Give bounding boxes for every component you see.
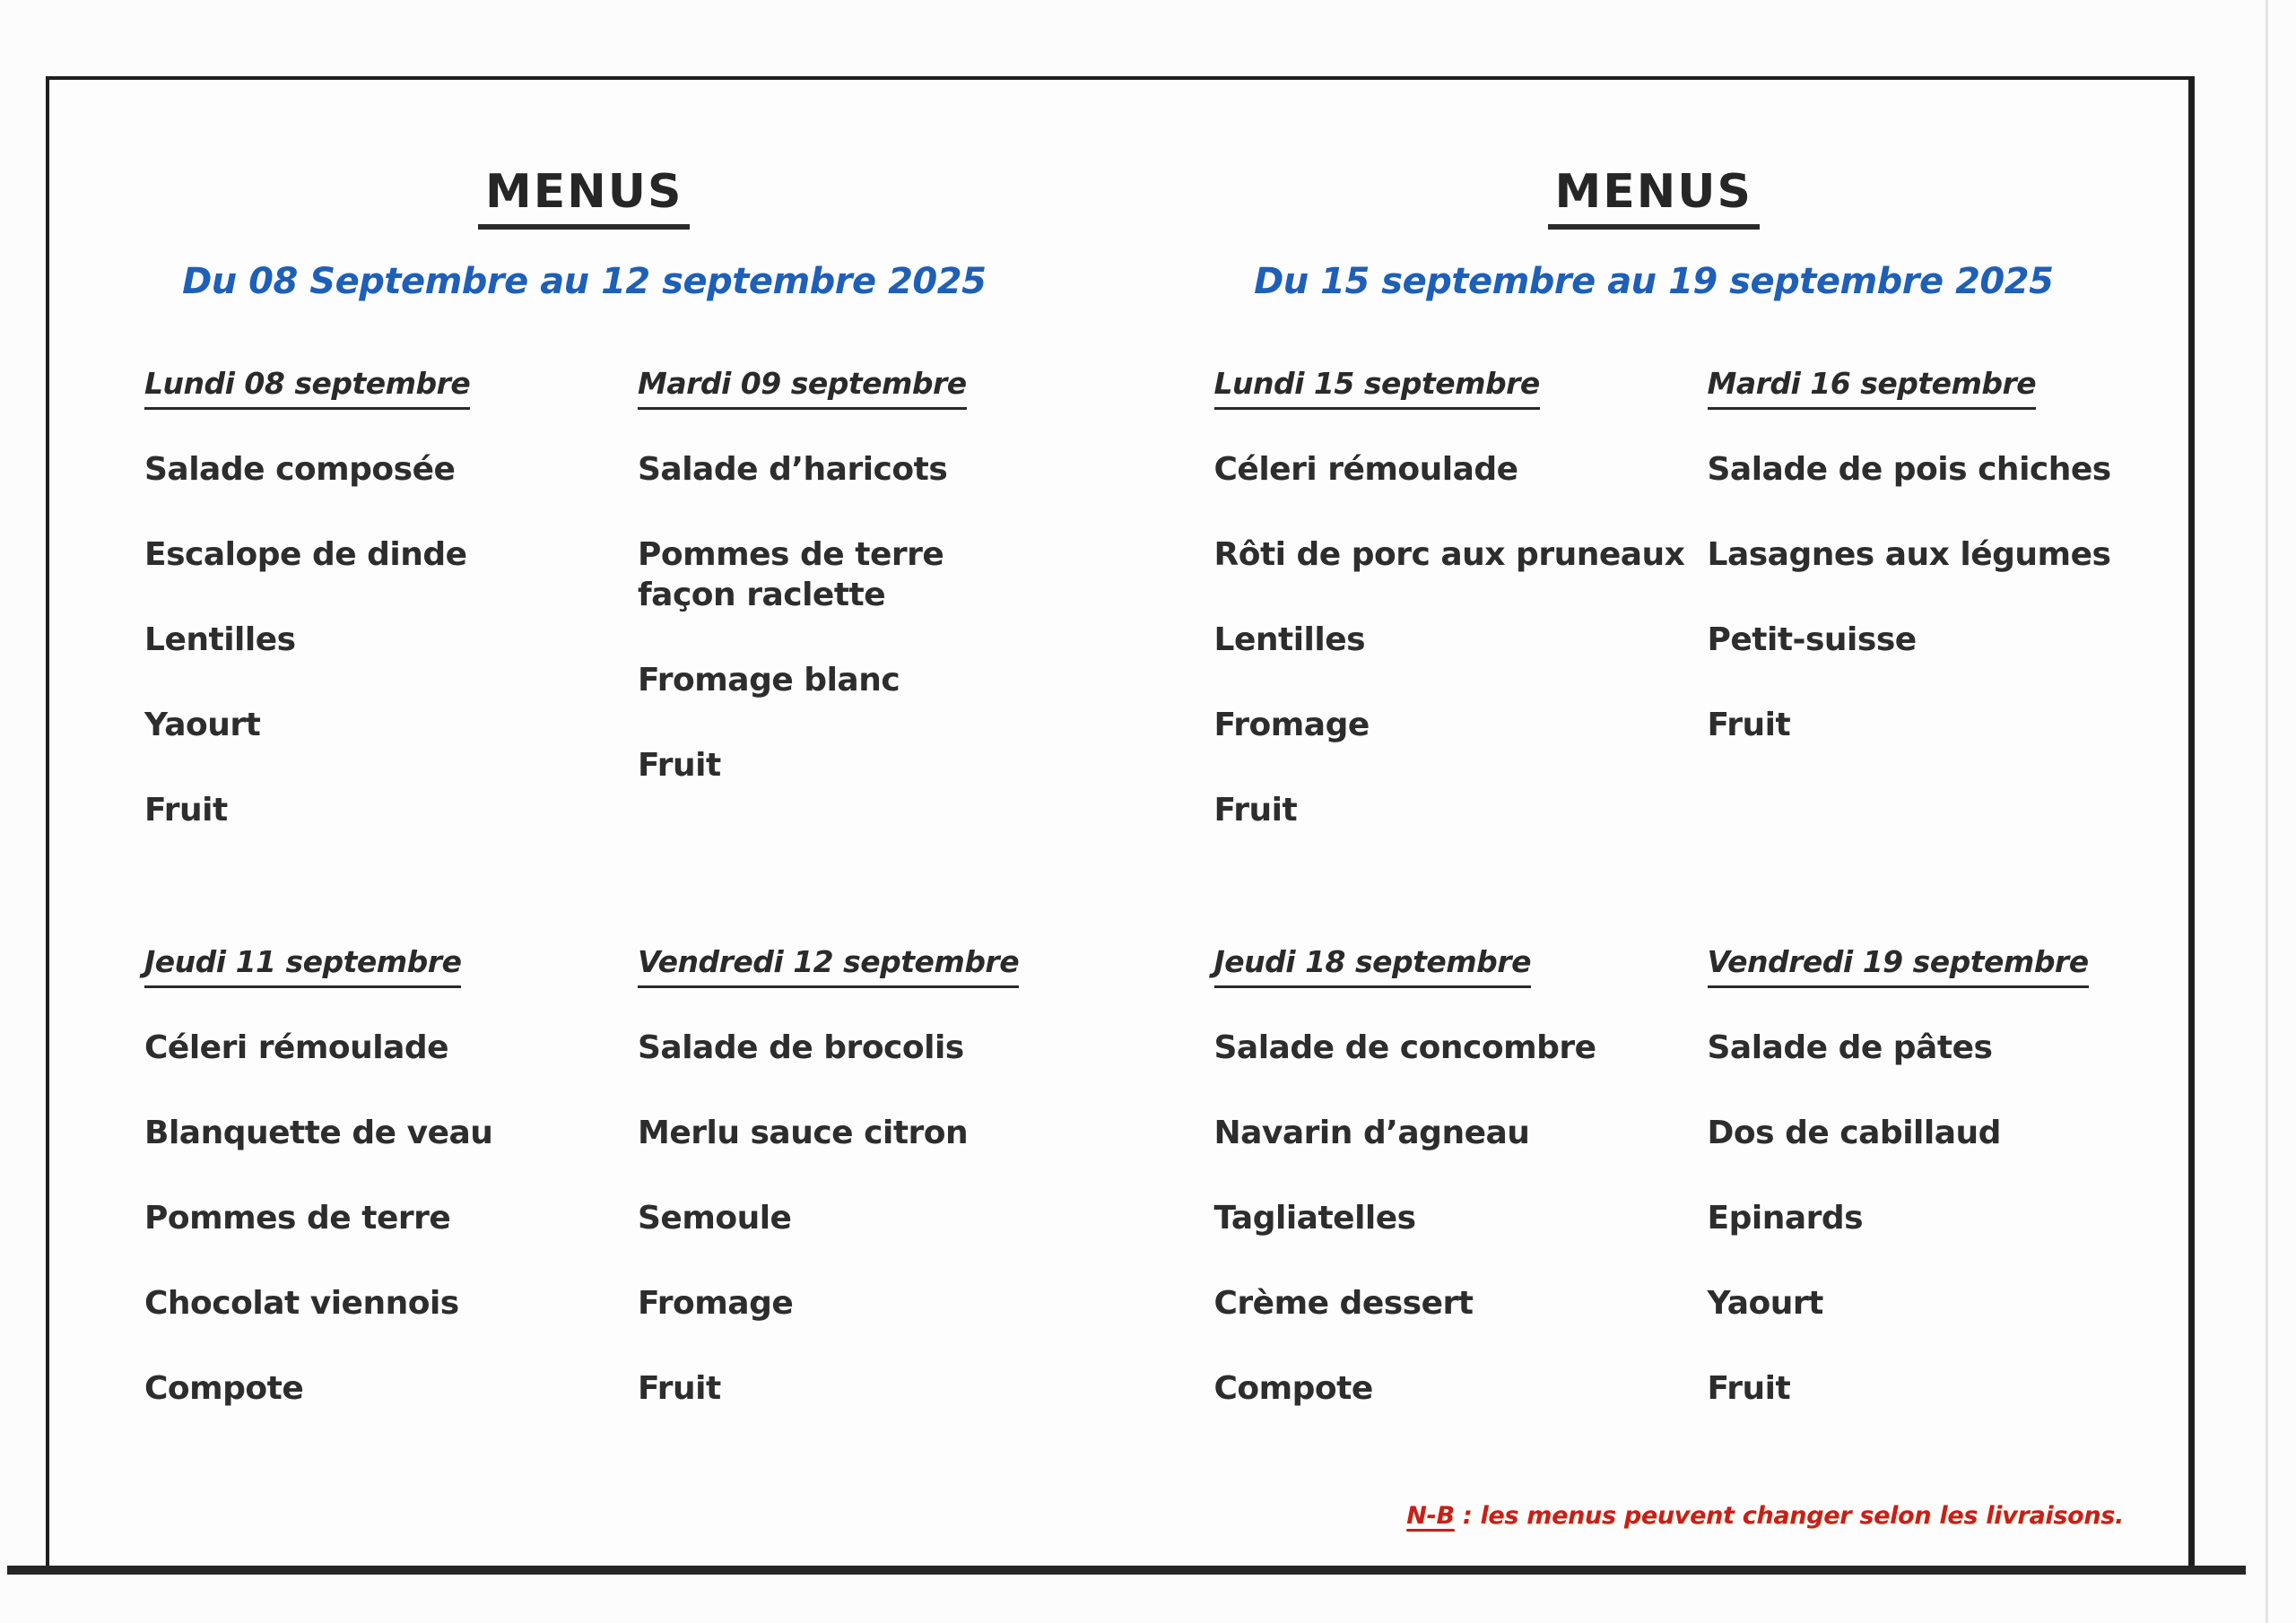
dish: Compote	[144, 1370, 304, 1408]
dish: Rôti de porc aux pruneaux	[1213, 536, 1685, 574]
dish: Tagliatelles	[1213, 1200, 1416, 1237]
dish: Fruit	[1213, 792, 1298, 829]
dish: Yaourt	[144, 707, 261, 744]
dish: Semoule	[638, 1200, 792, 1237]
dish: Céleri rémoulade	[1213, 451, 1518, 489]
dish: Fruit	[638, 747, 721, 785]
delivery-note	[1406, 1502, 2124, 1530]
dish: Blanquette de veau	[144, 1115, 493, 1152]
dish: Crème dessert	[1213, 1285, 1474, 1323]
day-header-mardi-09: Mardi 09 septembre	[638, 366, 967, 411]
day-header-jeudi-18: Jeudi 18 septembre	[1214, 944, 1531, 989]
menu-page-border	[46, 76, 2195, 1566]
dish: Compote	[1213, 1370, 1373, 1408]
dish-list-mardi-09	[638, 449, 1119, 785]
dish: Salade de pois chiches	[1707, 451, 2111, 489]
menu-title-week-2: MENUS	[1548, 166, 1760, 230]
dish-list-lundi-08	[144, 449, 638, 830]
day-section-lundi-08	[144, 366, 638, 876]
dish: Salade d’haricots	[638, 451, 948, 489]
dish: Navarin d’agneau	[1213, 1115, 1530, 1152]
dish: Salade de pâtes	[1707, 1029, 1993, 1067]
scan-edge-artifact	[2266, 0, 2268, 1623]
day-header-vendredi-19: Vendredi 19 septembre	[1708, 944, 2089, 989]
week-2-date-range: Du 15 septembre au 19 septembre 2025	[1254, 260, 2054, 302]
day-header-jeudi-11: Jeudi 11 septembre	[144, 944, 461, 989]
week-1-date-range: Du 08 Septembre au 12 septembre 2025	[182, 260, 987, 302]
dish-list-lundi-15	[1214, 449, 1708, 830]
day-header-lundi-15: Lundi 15 septembre	[1214, 366, 1540, 411]
day-section-vendredi-19	[1708, 944, 2189, 1454]
menu-week-1	[49, 80, 1119, 1566]
day-section-vendredi-12	[638, 944, 1119, 1454]
dish: Fruit	[638, 1370, 721, 1408]
week-1-day-grid	[49, 366, 1119, 1454]
dish-list-mardi-16	[1708, 449, 2189, 745]
menu-title-week-1: MENUS	[478, 166, 690, 230]
dish: Chocolat viennois	[144, 1285, 459, 1323]
day-header-vendredi-12: Vendredi 12 septembre	[638, 944, 1019, 989]
dish: Pommes de terre	[144, 1200, 451, 1237]
dish: Pommes de terre façon raclette	[638, 536, 944, 614]
delivery-note-text: : les menus peuvent changer selon les livraisons.	[1454, 1502, 2124, 1530]
scan-bottom-border	[7, 1566, 2246, 1575]
day-header-mardi-16: Mardi 16 septembre	[1708, 366, 2037, 411]
day-header-lundi-08: Lundi 08 septembre	[144, 366, 470, 411]
dish: Fruit	[1707, 707, 1791, 744]
dish: Lentilles	[144, 621, 296, 659]
dish: Epinards	[1707, 1200, 1864, 1237]
dish: Lasagnes aux légumes	[1707, 536, 2111, 574]
dish-list-vendredi-12	[638, 1028, 1119, 1409]
week-2-day-grid	[1119, 366, 2189, 1454]
dish: Merlu sauce citron	[638, 1115, 969, 1152]
dish: Lentilles	[1213, 621, 1366, 659]
day-section-jeudi-11	[144, 944, 638, 1454]
dish: Céleri rémoulade	[144, 1029, 449, 1067]
dish: Fromage	[638, 1285, 794, 1323]
dish-list-jeudi-18	[1214, 1028, 1708, 1409]
menu-week-2	[1119, 80, 2189, 1566]
dish: Fruit	[144, 792, 228, 829]
dish: Salade de brocolis	[638, 1029, 964, 1067]
dish-list-vendredi-19	[1708, 1028, 2189, 1409]
dish: Fruit	[1707, 1370, 1791, 1408]
dish: Dos de cabillaud	[1707, 1115, 2001, 1152]
dish: Escalope de dinde	[144, 536, 467, 574]
dish: Salade composée	[144, 451, 456, 489]
day-section-jeudi-18	[1214, 944, 1708, 1454]
dish-list-jeudi-11	[144, 1028, 638, 1409]
dish: Petit-suisse	[1707, 621, 1917, 659]
day-section-mardi-16	[1708, 366, 2189, 791]
day-section-mardi-09	[638, 366, 1119, 831]
dish: Fromage	[1213, 707, 1370, 744]
dish: Fromage blanc	[638, 662, 900, 699]
dish: Yaourt	[1707, 1285, 1823, 1323]
dish: Salade de concombre	[1213, 1029, 1596, 1067]
day-section-lundi-15	[1214, 366, 1708, 876]
delivery-note-label: N-B	[1406, 1502, 1455, 1530]
